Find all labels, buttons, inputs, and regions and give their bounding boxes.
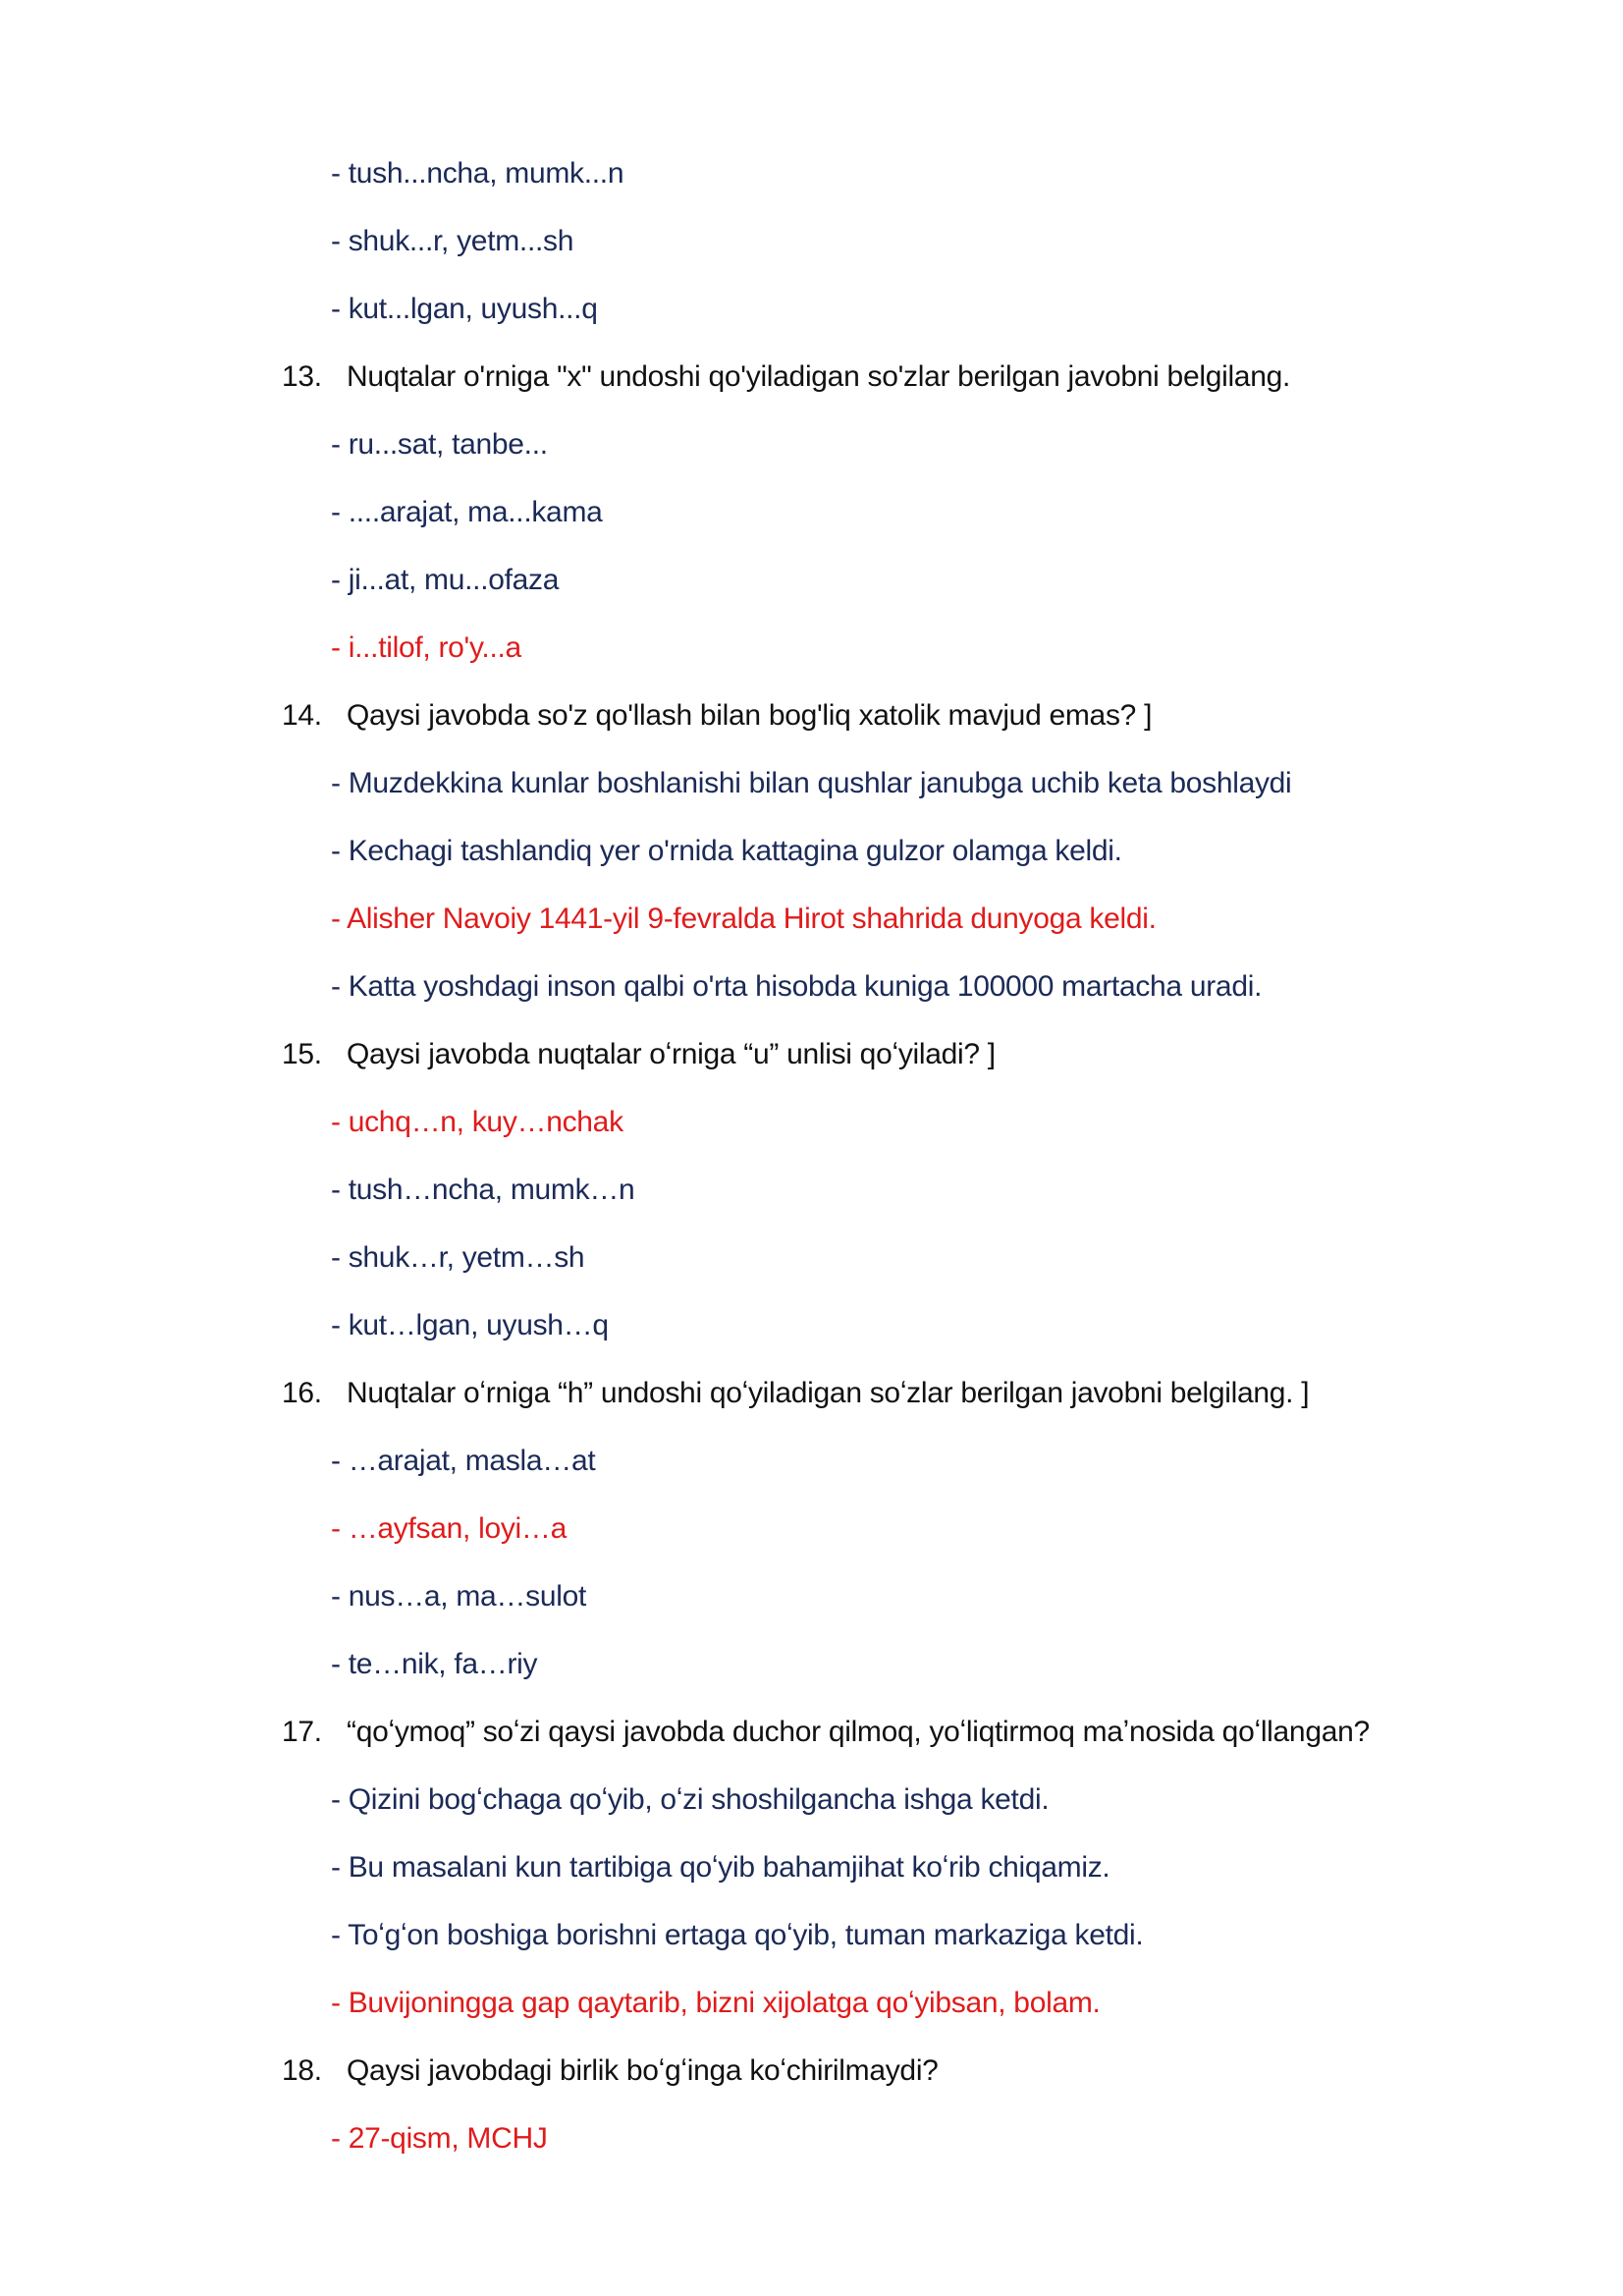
answer-option: - Qizini bogʻchaga qoʻyib, oʻzi shoshilgancha ishga ketdi. (331, 1783, 1050, 1816)
answer-option: - Muzdekkina kunlar boshlanishi bilan qushlar janubga uchib keta boshlaydi (331, 767, 1292, 799)
question-number: 18. (282, 2054, 322, 2087)
question-number: 13. (282, 360, 322, 393)
question-text: Nuqtalar o'rniga "x" undoshi qo'yiladigan so'zlar berilgan javobni belgilang. (347, 360, 1290, 393)
question-text: Qaysi javobda nuqtalar oʻrniga “u” unlisi qoʻyiladi? ] (347, 1038, 996, 1070)
answer-option: - nus…a, ma…sulot (331, 1580, 586, 1613)
question-number: 17. (282, 1716, 322, 1748)
answer-option: - ....arajat, ma...kama (331, 496, 603, 528)
answer-option: - tush...ncha, mumk...n (331, 157, 624, 190)
answer-option: - Kechagi tashlandiq yer o'rnida kattagina gulzor olamga keldi. (331, 835, 1122, 867)
question-number: 15. (282, 1038, 322, 1070)
answer-option: - shuk...r, yetm...sh (331, 225, 574, 257)
answer-option: - te…nik, fa…riy (331, 1648, 538, 1680)
answer-option: - ru...sat, tanbe... (331, 428, 548, 461)
answer-option: - kut...lgan, uyush...q (331, 293, 598, 325)
question-text: “qoʻymoq” soʻzi qaysi javobda duchor qilmoq, yoʻliqtirmoq maʼnosida qoʻllangan? (347, 1716, 1370, 1748)
answer-option: - shuk…r, yetm…sh (331, 1241, 585, 1274)
answer-option: - …arajat, masla…at (331, 1445, 596, 1477)
question-text: Nuqtalar oʻrniga “h” undoshi qoʻyiladigan soʻzlar berilgan javobni belgilang. ] (347, 1377, 1310, 1409)
question-number: 14. (282, 699, 322, 732)
answer-option: - Bu masalani kun tartibiga qoʻyib bahamjihat koʻrib chiqamiz. (331, 1851, 1110, 1884)
correct-answer-option: - i...tilof, ro'y...a (331, 631, 521, 664)
answer-option: - kut…lgan, uyush…q (331, 1309, 609, 1341)
answer-option: - tush…ncha, mumk…n (331, 1174, 635, 1206)
answer-option: - Katta yoshdagi inson qalbi o'rta hisobda kuniga 100000 martacha uradi. (331, 970, 1263, 1003)
question-number: 16. (282, 1377, 322, 1409)
question-18 (282, 2051, 939, 2091)
answer-option: - Toʻgʻon boshiga borishni ertaga qoʻyib, tuman markaziga ketdi. (331, 1919, 1144, 1951)
question-14 (282, 696, 1152, 736)
correct-answer-option: - uchq…n, kuy…nchak (331, 1106, 623, 1138)
question-text: Qaysi javobda so'z qo'llash bilan bog'liq xatolik mavjud emas? ] (347, 699, 1153, 732)
correct-answer-option: - Alisher Navoiy 1441-yil 9-fevralda Hirot shahrida dunyoga keldi. (331, 902, 1157, 935)
correct-answer-option: - …ayfsan, loyi…a (331, 1512, 567, 1545)
question-17 (282, 1713, 1370, 1752)
correct-answer-option: - Buvijoningga gap qaytarib, bizni xijolatga qoʻyibsan, bolam. (331, 1987, 1101, 2019)
question-13 (282, 357, 1290, 397)
answer-option: - ji...at, mu...ofaza (331, 564, 560, 596)
question-text: Qaysi javobdagi birlik boʻgʻinga koʻchirilmaydi? (347, 2054, 939, 2087)
correct-answer-option: - 27-qism, MCHJ (331, 2122, 548, 2155)
question-15 (282, 1035, 996, 1074)
question-16 (282, 1374, 1309, 1413)
